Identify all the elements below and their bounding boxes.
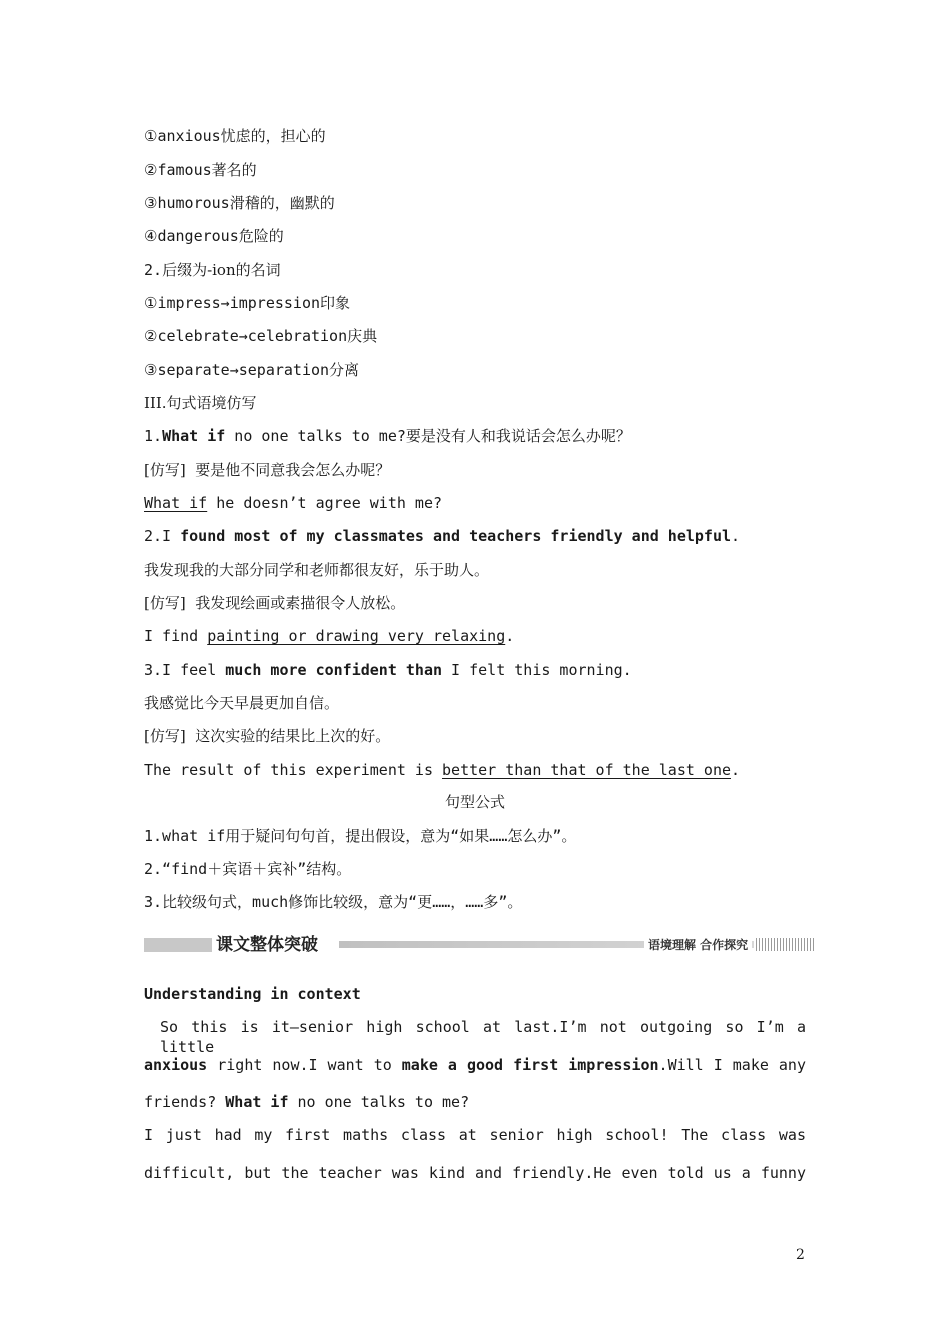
example-sentence: 1.What if no one talks to me?要是没有人和我说话会怎么办呢？ xyxy=(144,427,631,445)
subheading: 2.后缀为-ion的名词 xyxy=(144,261,281,279)
formula-item: 1.what if用于疑问句句首，提出假设，意为“如果……怎么办”。 xyxy=(144,827,577,845)
banner-bar-left xyxy=(144,938,212,952)
list-item: ①anxious忧虑的，担心的 xyxy=(144,127,326,145)
list-item: ③humorous滑稽的，幽默的 xyxy=(144,194,335,212)
imitation-prompt: [仿写] 这次实验的结果比上次的好。 xyxy=(144,727,391,745)
translation: 我感觉比今天早晨更加自信。 xyxy=(144,694,340,712)
banner-stripes xyxy=(756,938,816,951)
translation: 我发现我的大部分同学和老师都很友好，乐于助人。 xyxy=(144,561,490,579)
list-item: ②celebrate→celebration庆典 xyxy=(144,327,378,345)
imitation-prompt: [仿写] 我发现绘画或素描很令人放松。 xyxy=(144,594,406,612)
imitation-answer: The result of this experiment is better than that of the last one. xyxy=(144,761,741,779)
example-sentence: 2.I found most of my classmates and teachers friendly and helpful. xyxy=(144,527,741,545)
section-banner xyxy=(144,934,816,956)
context-heading: Understanding in context xyxy=(144,985,361,1003)
list-item: ②famous著名的 xyxy=(144,161,257,179)
list-item: ③separate→separation分离 xyxy=(144,361,360,379)
imitation-answer: What if he doesn’t agree with me? xyxy=(144,494,443,512)
paragraph-line: friends? What if no one talks to me? xyxy=(144,1093,470,1111)
section-heading: III.句式语境仿写 xyxy=(144,394,257,412)
arrow-icon: → xyxy=(220,294,230,312)
arrow-icon: → xyxy=(238,327,248,345)
formula-item: 3.比较级句式，much修饰比较级，意为“更……，……多”。 xyxy=(144,893,523,911)
page-number: 2 xyxy=(796,1247,805,1263)
banner-subtitle: 语境理解 合作探究 xyxy=(644,936,752,954)
paragraph-line: I just had my first maths class at senior high school! The class was xyxy=(144,1126,806,1144)
list-item: ④dangerous危险的 xyxy=(144,227,284,245)
formula-title: 句型公式 xyxy=(444,793,505,811)
paragraph-line: So this is it—senior high school at last.I’m not outgoing so I’m a little xyxy=(160,1018,806,1056)
formula-item: 2.“find＋宾语＋宾补”结构。 xyxy=(144,860,352,878)
paragraph-line: difficult, but the teacher was kind and friendly.He even told us a funny xyxy=(144,1164,806,1182)
list-item: ①impress→impression印象 xyxy=(144,294,351,312)
imitation-answer: I find painting or drawing very relaxing. xyxy=(144,627,515,645)
imitation-prompt: [仿写] 要是他不同意我会怎么办呢？ xyxy=(144,461,391,479)
example-sentence: 3.I feel much more confident than I felt this morning. xyxy=(144,661,632,679)
arrow-icon: → xyxy=(229,361,239,379)
paragraph-line: anxious right now.I want to make a good first impression.Will I make any xyxy=(144,1056,806,1074)
banner-title: 课文整体突破 xyxy=(216,935,318,955)
